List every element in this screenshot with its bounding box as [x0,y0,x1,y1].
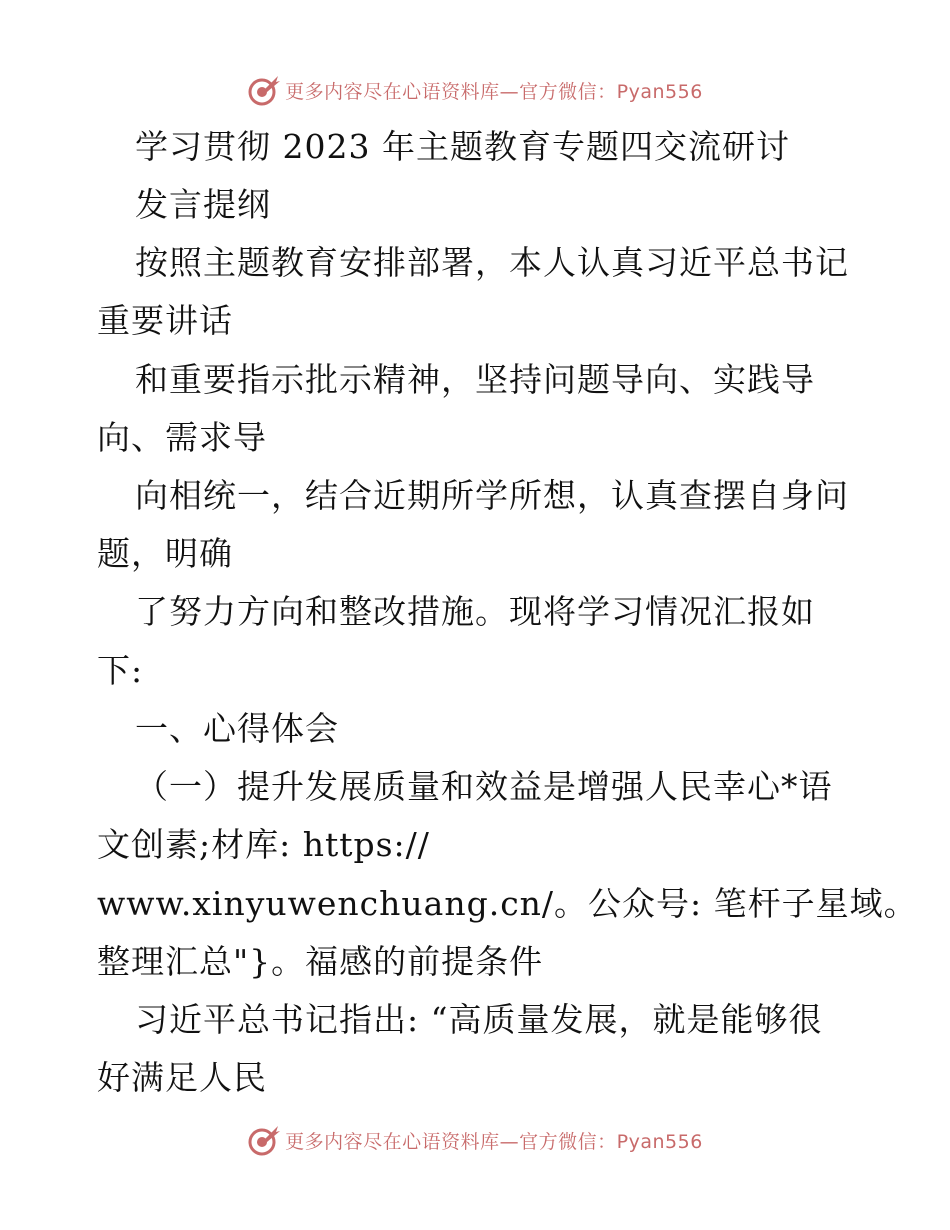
paragraph-line: 习近平总书记指出: “高质量发展，就是能够很 [135,1000,823,1039]
paragraph-line: 题，明确 [97,534,233,573]
subsection-heading: （一）提升发展质量和效益是增强人民幸心*语 [135,767,833,806]
paragraph-line: www.xinyuwenchuang.cn/。公众号: 笔杆子星域。 [97,884,918,923]
paragraph-line: 和重要指示批示精神，坚持问题导向、实践导 [135,360,815,399]
watermark-text: 更多内容尽在心语资料库—官方微信：Pyan556 [285,1130,703,1153]
doc-title-line-1: 学习贯彻 2023 年主题教育专题四交流研讨 [135,127,790,166]
quill-logo-icon [247,73,281,107]
quill-logo-icon [247,1123,281,1157]
paragraph-line: 好满足人民 [97,1058,267,1097]
paragraph-line: 了努力方向和整改措施。现将学习情况汇报如 [135,592,815,631]
paragraph-line: 整理汇总"}。福感的前提条件 [97,942,544,981]
paragraph-line: 文创素;材库: https:// [97,825,430,864]
paragraph-line: 向相统一，结合近期所学所想，认真查摆自身问 [135,476,849,515]
watermark-banner-top [0,70,950,110]
paragraph-line: 按照主题教育安排部署，本人认真习近平总书记 [135,243,849,282]
doc-title-line-2: 发言提纲 [135,185,271,224]
section-heading: 一、心得体会 [135,709,339,748]
paragraph-line: 重要讲话 [97,301,233,340]
paragraph-line: 向、需求导 [97,418,267,457]
watermark-text: 更多内容尽在心语资料库—官方微信：Pyan556 [285,80,703,103]
paragraph-line: 下: [97,651,144,690]
watermark-banner-bottom [0,1120,950,1160]
